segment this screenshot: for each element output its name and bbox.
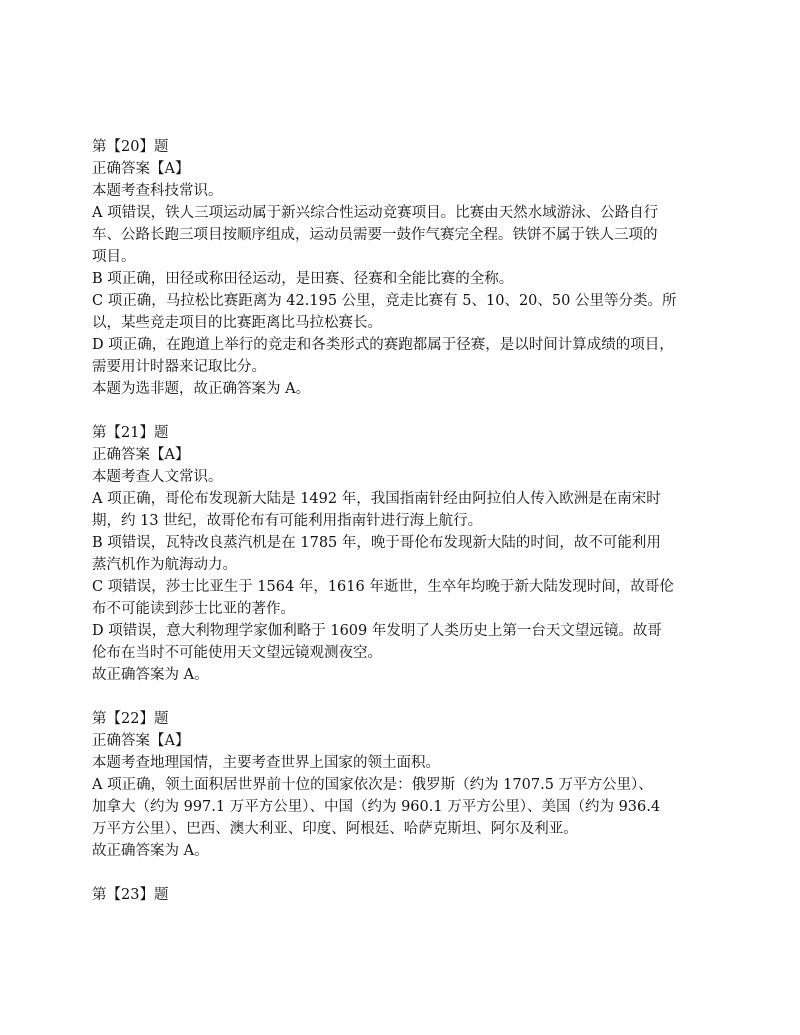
correct-answer: 正确答案【A】 <box>92 447 190 463</box>
question-22 <box>92 708 720 862</box>
explanation-line: 伦布在当时不可能使用天文望远镜观测夜空。 <box>92 645 382 661</box>
explanation-line: 加拿大（约为 997.1 万平方公里）、中国（约为 960.1 万平方公里）、美国（约为 936.4 <box>92 799 661 815</box>
explanation-line: A 项正确，领土面积居世界前十位的国家依次是：俄罗斯（约为 1707.5 万平方公里）、 <box>92 777 653 793</box>
explanation-line: A 项错误，铁人三项运动属于新兴综合性运动竞赛项目。比赛由天然水域游泳、公路自行 <box>92 205 659 221</box>
explanation-line: B 项正确，田径或称田径运动，是田赛、径赛和全能比赛的全称。 <box>92 271 514 287</box>
explanation-line: 本题为选非题，故正确答案为 A。 <box>92 381 311 397</box>
explanation-line: C 项错误，莎士比亚生于 1564 年，1616 年逝世，生卒年均晚于新大陆发现时间，故哥伦 <box>92 579 674 595</box>
explanation-line: B 项错误，瓦特改良蒸汽机是在 1785 年，晚于哥伦布发现新大陆的时间，故不可能利用 <box>92 535 661 551</box>
explanation-line: 故正确答案为 A。 <box>92 843 209 859</box>
explanation-line: 本题考查科技常识。 <box>92 183 223 199</box>
question-title: 第【20】题 <box>92 139 169 155</box>
question-21 <box>92 422 720 686</box>
explanation-line: 车、公路长跑三项目按顺序组成，运动员需要一鼓作气赛完全程。铁饼不属于铁人三项的 <box>92 227 658 243</box>
question-title: 第【22】题 <box>92 711 169 727</box>
explanation-line: D 项正确，在跑道上举行的竞走和各类形式的赛跑都属于径赛，是以时间计算成绩的项目， <box>92 337 674 353</box>
explanation-line: 期，约 13 世纪，故哥伦布有可能利用指南针进行海上航行。 <box>92 513 483 529</box>
explanation-line: 以，某些竞走项目的比赛距离比马拉松赛长。 <box>92 315 382 331</box>
explanation-line: 本题考查地理国情，主要考查世界上国家的领土面积。 <box>92 755 440 771</box>
explanation-line: 布不可能读到莎士比亚的著作。 <box>92 601 295 617</box>
explanation-line: 需要用计时器来记取比分。 <box>92 359 266 375</box>
question-title: 第【21】题 <box>92 425 169 441</box>
explanation-line: 蒸汽机作为航海动力。 <box>92 557 237 573</box>
explanation-line: 万平方公里）、巴西、澳大利亚、印度、阿根廷、哈萨克斯坦、阿尔及利亚。 <box>92 821 578 837</box>
explanation-line: 故正确答案为 A。 <box>92 667 209 683</box>
question-title: 第【23】题 <box>92 887 169 903</box>
question-23 <box>92 884 720 906</box>
correct-answer: 正确答案【A】 <box>92 733 190 749</box>
explanation-line: 项目。 <box>92 249 136 265</box>
explanation-line: D 项错误，意大利物理学家伽利略于 1609 年发明了人类历史上第一台天文望远镜。故哥 <box>92 623 662 639</box>
correct-answer: 正确答案【A】 <box>92 161 190 177</box>
explanation-line: C 项正确，马拉松比赛距离为 42.195 公里，竞走比赛有 5、10、20、50 公里等分类。所 <box>92 293 677 309</box>
explanation-line: A 项正确，哥伦布发现新大陆是 1492 年，我国指南针经由阿拉伯人传入欧洲是在南宋时 <box>92 491 661 507</box>
question-20 <box>92 136 720 400</box>
explanation-line: 本题考查人文常识。 <box>92 469 223 485</box>
